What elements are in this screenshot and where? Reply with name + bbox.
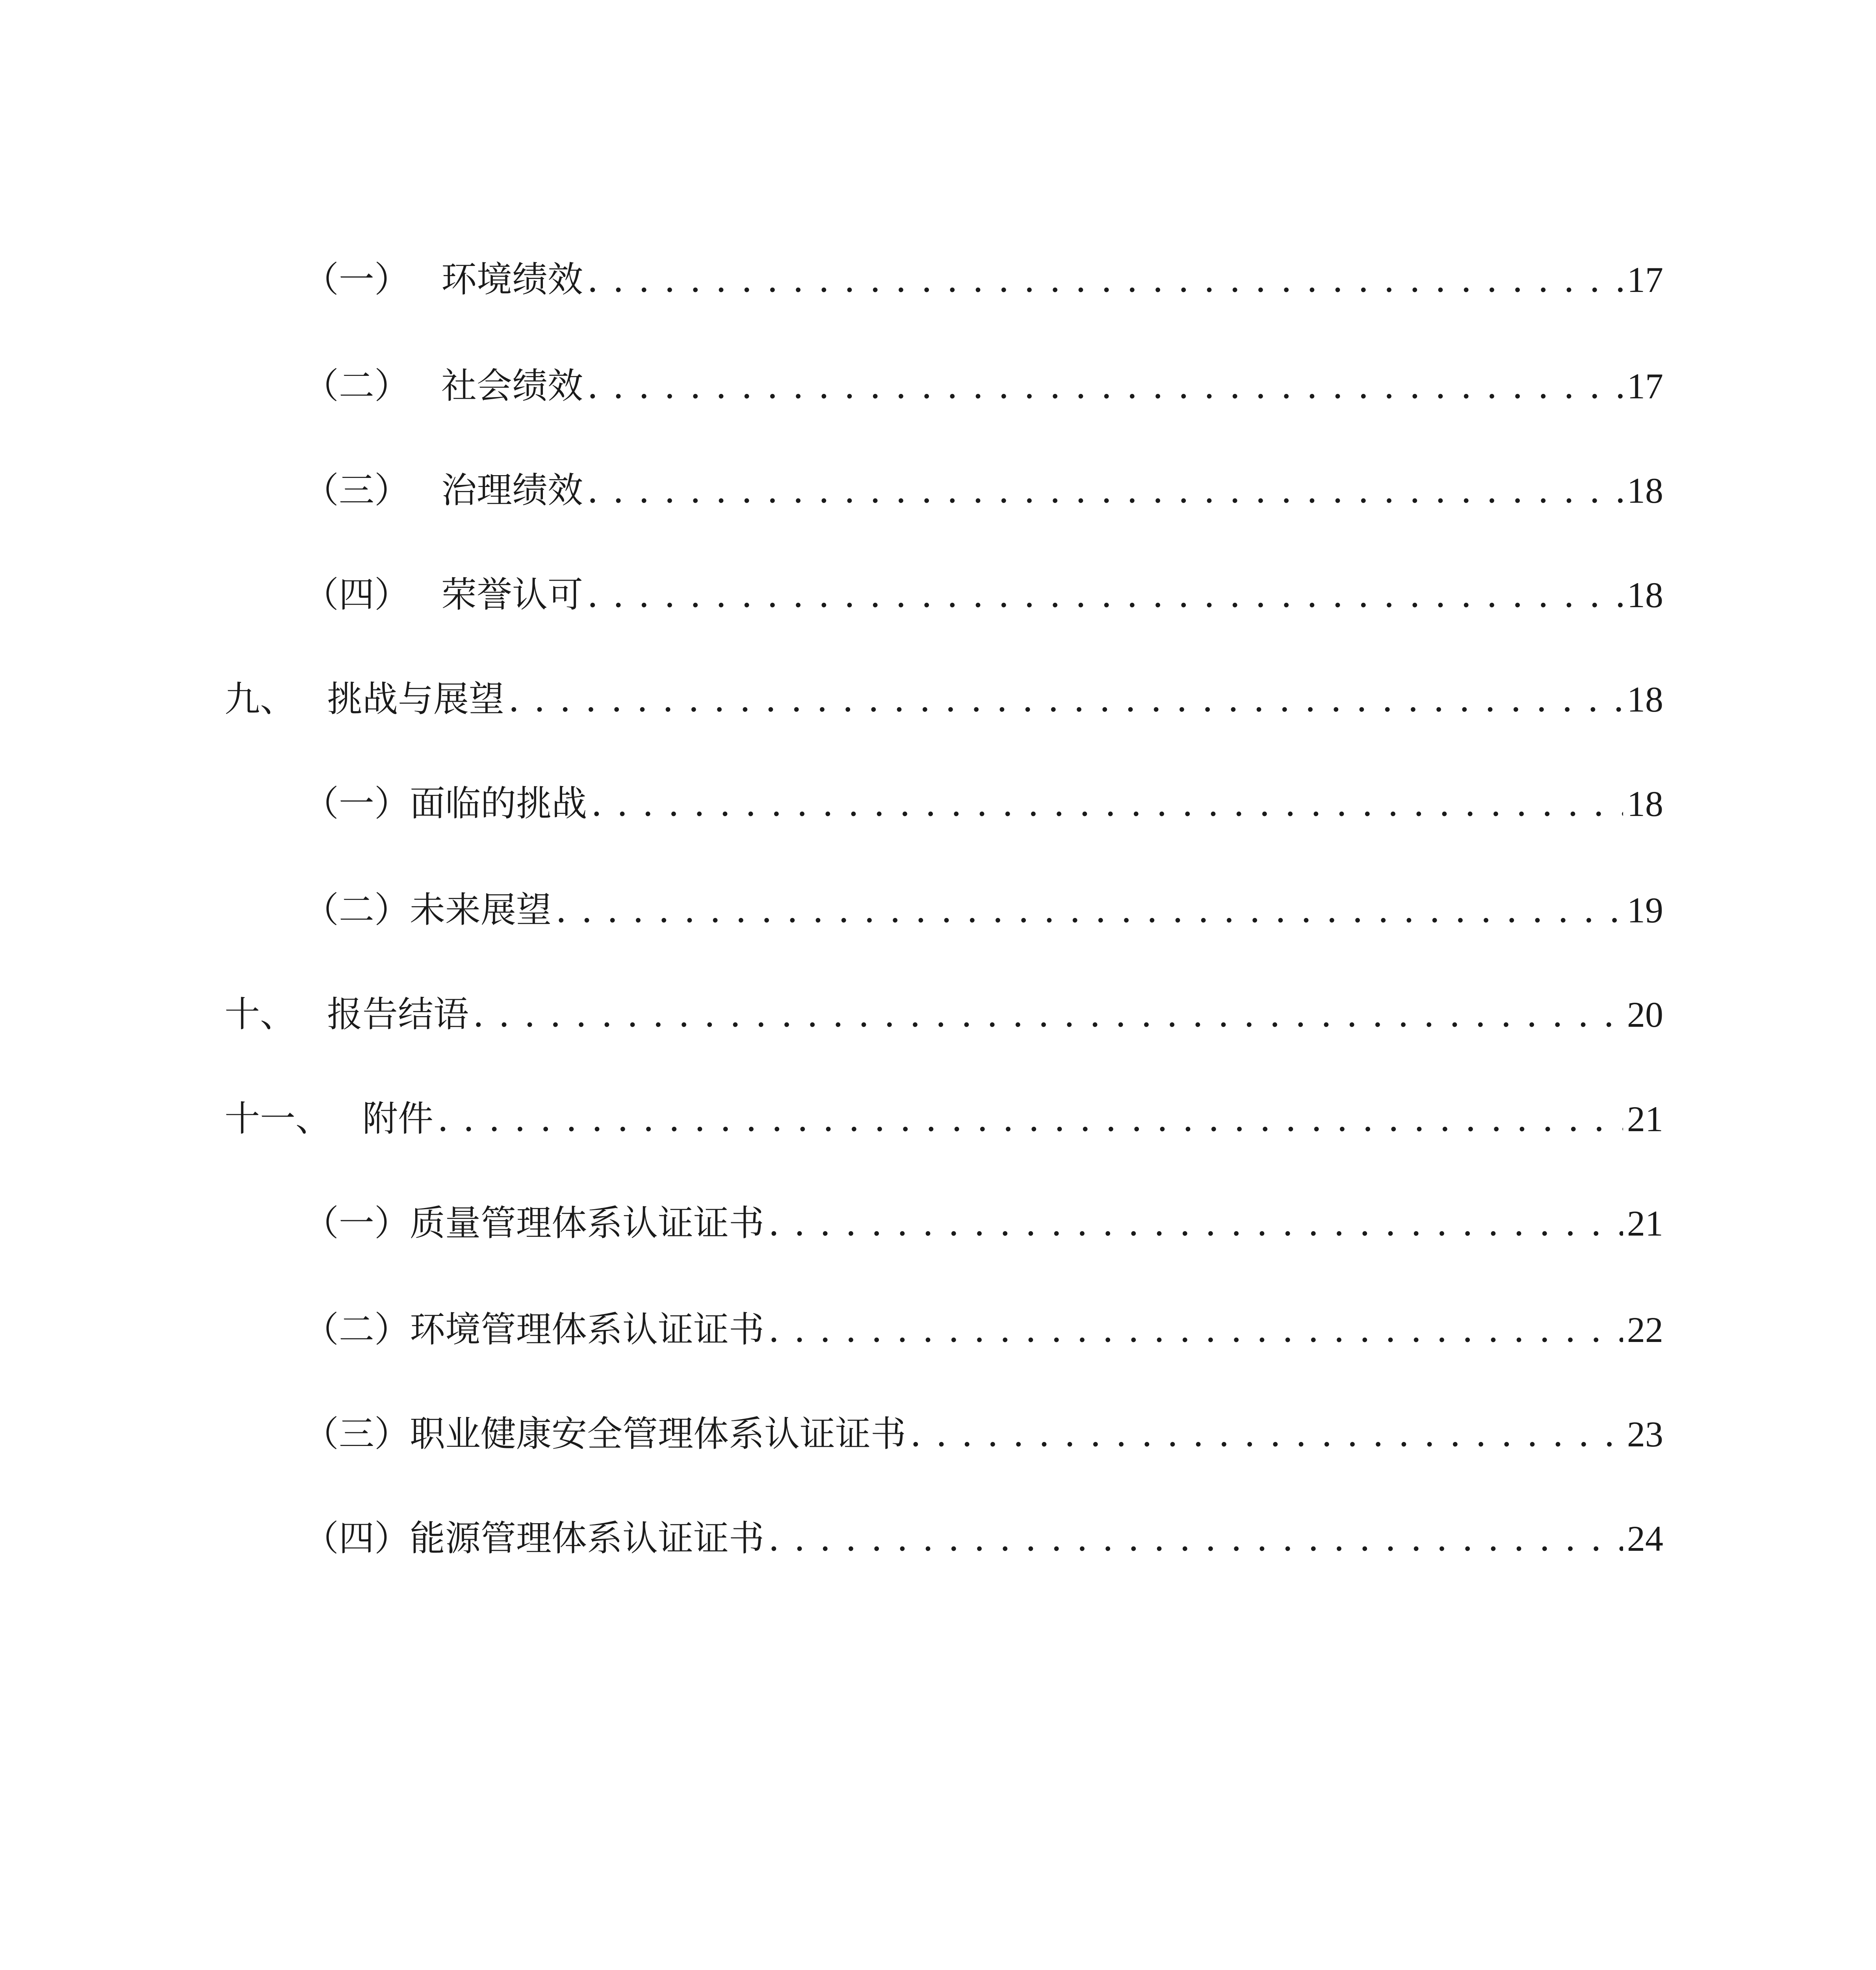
toc-entry-page: 18 [1627,470,1663,511]
toc-entry[interactable] [303,1511,1663,1566]
toc-entry-title: 报告结语 [327,994,469,1035]
toc-entry-title: 面临的挑战 [410,783,587,824]
toc-entry-number: （四） [303,574,410,615]
toc-entry-number: （一） [303,783,410,824]
toc-entry-number: 九、 [225,678,295,720]
toc-dot-leader [768,1511,1623,1566]
toc-entry[interactable] [225,987,1663,1042]
toc-entry-title: 附件 [362,1098,433,1139]
toc-entry-page: 18 [1627,784,1663,824]
toc-entry-title: 环境绩效 [441,259,583,300]
toc-entry-page: 20 [1627,994,1663,1035]
toc-entry[interactable] [303,776,1663,831]
toc-dot-leader [587,463,1623,518]
toc-entry-title: 职业健康安全管理体系认证证书 [410,1413,906,1455]
toc-entry-title: 质量管理体系认证证书 [410,1202,764,1244]
toc-entry-page: 18 [1627,575,1663,615]
toc-entry-number: 十、 [225,994,295,1035]
toc-dot-leader [437,1091,1623,1147]
toc-entry-number: （三） [303,1413,410,1455]
toc-entry[interactable] [303,252,1663,307]
toc-dot-leader [587,567,1623,623]
toc-entry-title: 挑战与展望 [327,678,504,720]
toc-dot-leader [587,252,1623,307]
toc-entry-page: 21 [1627,1203,1663,1243]
toc-entry-number: （二） [303,889,410,931]
toc-entry[interactable] [303,1302,1663,1357]
toc-entry-title: 社会绩效 [441,365,583,407]
toc-entry-page: 24 [1627,1518,1663,1559]
toc-entry[interactable] [225,1091,1663,1147]
toc-entry-page: 17 [1627,260,1663,300]
toc-entry-number: （四） [303,1518,410,1559]
toc-entry-title: 能源管理体系认证证书 [410,1518,764,1559]
toc-entry-page: 19 [1627,890,1663,930]
toc-entry-title: 治理绩效 [441,470,583,511]
toc-dot-leader [508,672,1623,727]
toc-entry-page: 21 [1627,1099,1663,1139]
toc-entry-page: 18 [1627,679,1663,719]
toc-entry-number: 十一、 [225,1098,331,1139]
toc-entry[interactable] [303,1407,1663,1462]
toc-entry-title: 环境管理体系认证证书 [410,1309,764,1350]
toc-entry-number: （二） [303,1309,410,1350]
toc-entry[interactable] [303,1196,1663,1251]
toc-dot-leader [910,1407,1623,1462]
toc-dot-leader [591,776,1623,831]
toc-entry[interactable] [303,883,1663,938]
toc-dot-leader [587,359,1623,414]
toc-entry-title: 荣誉认可 [441,574,583,615]
toc-entry[interactable] [225,672,1663,727]
toc-dot-leader [555,883,1623,938]
toc-entry-page: 22 [1627,1310,1663,1350]
toc-entry-number: （三） [303,470,410,511]
toc-entry-title: 未来展望 [410,889,552,931]
toc-entry-page: 17 [1627,366,1663,406]
toc-entry-number: （一） [303,259,410,300]
toc-dot-leader [768,1196,1623,1251]
toc-entry[interactable] [303,463,1663,518]
toc-entry[interactable] [303,567,1663,623]
toc-dot-leader [768,1302,1623,1357]
toc-dot-leader [473,987,1623,1042]
toc-entry-page: 23 [1627,1414,1663,1454]
toc-entry-number: （一） [303,1202,410,1244]
toc-entry-number: （二） [303,365,410,407]
toc-entry[interactable] [303,359,1663,414]
